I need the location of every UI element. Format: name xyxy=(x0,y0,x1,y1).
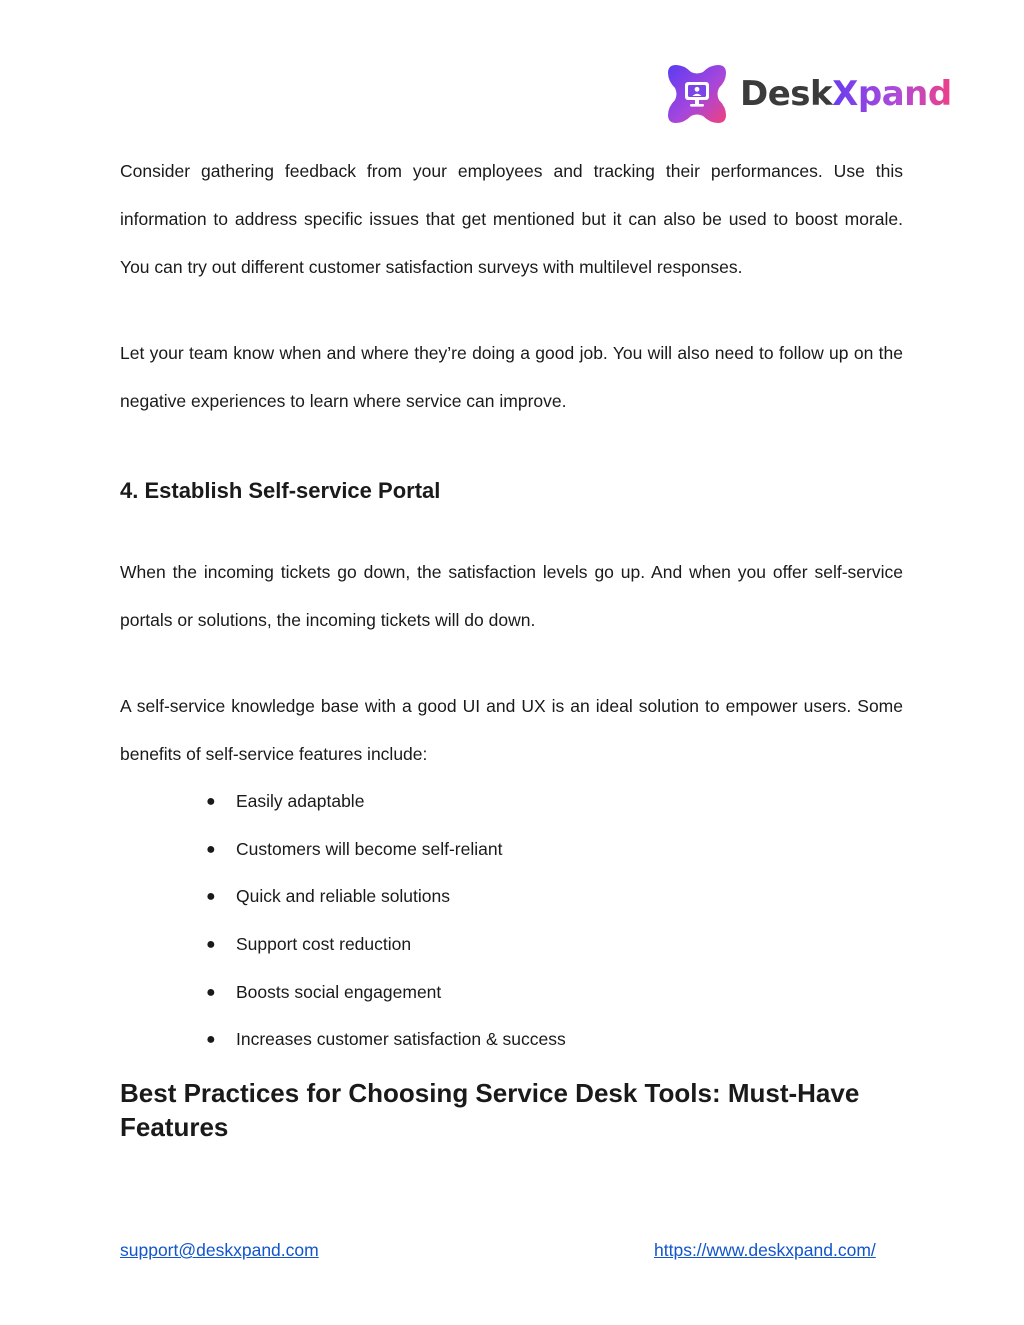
deskxpand-logo-mark-icon xyxy=(664,61,730,127)
paragraph-knowledge-base: A self-service knowledge base with a good UI and UX is an ideal solution to empower users. Some benefits of self-service features include: xyxy=(120,696,903,764)
bullet-icon: ● xyxy=(206,936,216,954)
bullet-icon: ● xyxy=(206,840,216,858)
list-item-text: Easily adaptable xyxy=(236,791,365,811)
paragraph-feedback: Consider gathering feedback from your employees and tracking their performances. Use this information to address specific issues that get mentioned but it can also be used to boost morale. You can try out different customer satisfaction surveys with multilevel responses. xyxy=(120,161,903,277)
bullet-icon: ● xyxy=(206,983,216,1001)
support-email-link[interactable]: support@deskxpand.com xyxy=(120,1240,319,1260)
list-item-text: Customers will become self-reliant xyxy=(236,838,503,859)
list-item-text: Quick and reliable solutions xyxy=(236,886,451,907)
list-item-text: Boosts social engagement xyxy=(236,981,442,1002)
list-item xyxy=(120,873,566,921)
deskxpand-logo xyxy=(664,60,952,128)
paragraph-team-recognition: Let your team know when and where they’re doing a good job. You will also need to follow up on the negative experiences to learn where service can improve. xyxy=(120,343,903,411)
list-item xyxy=(120,1016,566,1064)
section-heading-self-service: 4. Establish Self-service Portal xyxy=(120,478,441,503)
paragraph-incoming-tickets: When the incoming tickets go down, the satisfaction levels go up. And when you offer self-service portals or solutions, the incoming tickets will do down. xyxy=(120,562,903,630)
list-item xyxy=(120,778,566,826)
list-item-text: Support cost reduction xyxy=(236,934,412,955)
list-item xyxy=(120,921,566,969)
website-link[interactable]: https://www.deskxpand.com/ xyxy=(654,1240,876,1260)
list-item xyxy=(120,826,566,874)
bullet-icon: ● xyxy=(206,1031,216,1049)
logo-text-desk: Desk xyxy=(740,74,833,114)
bullet-icon: ● xyxy=(206,888,216,906)
bullet-icon: ● xyxy=(206,793,216,810)
logo-text-xpand: Xpand xyxy=(832,74,952,114)
main-heading-best-practices: Best Practices for Choosing Service Desk Tools: Must-Have Features xyxy=(120,1078,860,1142)
list-item xyxy=(120,969,566,1017)
deskxpand-logo-wordmark xyxy=(740,74,952,114)
benefits-list xyxy=(120,778,566,1064)
list-item-text: Increases customer satisfaction & success xyxy=(236,1029,566,1050)
